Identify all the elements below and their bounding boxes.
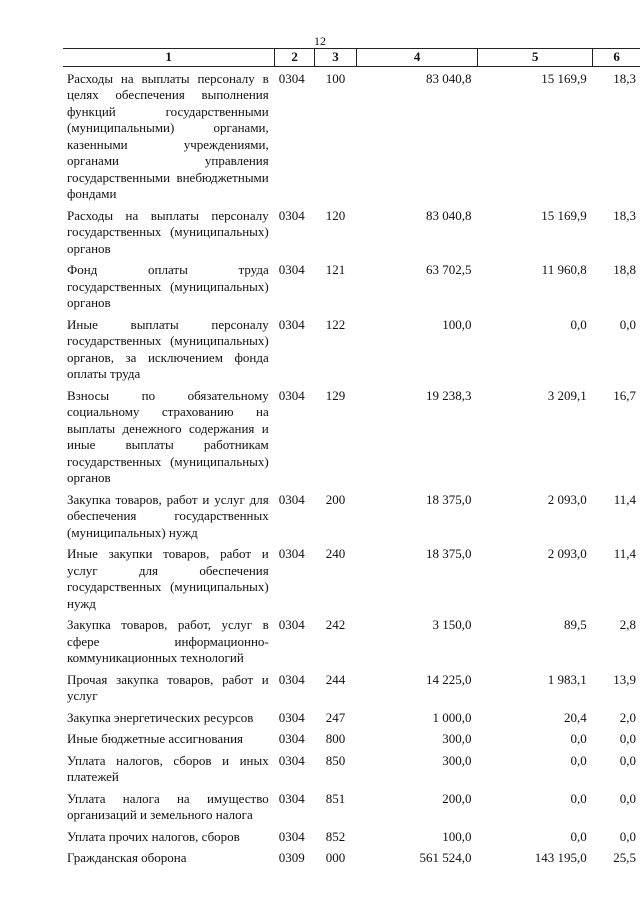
planned-amount-cell: 200,0 bbox=[442, 790, 472, 806]
planned-amount-cell: 14 225,0 bbox=[426, 671, 472, 687]
execution-percent-cell: 0,0 bbox=[619, 731, 636, 746]
planned-amount-cell: 83 040,8 bbox=[426, 207, 472, 223]
actual-amount-cell: 89,5 bbox=[563, 617, 587, 632]
actual-amount-cell: 143 195,0 bbox=[534, 850, 587, 865]
planned-amount-cell: 18 375,0 bbox=[426, 546, 472, 561]
section-code-cell: 0304 bbox=[278, 387, 305, 403]
expense-type-code-cell: 129 bbox=[325, 387, 346, 403]
column-header-1: 1 bbox=[63, 49, 275, 67]
expense-name-cell: Расходы на выплаты персоналу в целях обеспечения выполнения функций государственными (муниципальными) органами, казенными учреждениями, органами управления государственными внебюджетными фондами bbox=[67, 70, 269, 201]
expense-type-code-cell: 242 bbox=[325, 617, 346, 632]
planned-amount-cell: 63 702,5 bbox=[426, 262, 472, 277]
table-row bbox=[63, 208, 640, 263]
column-header-5: 5 bbox=[478, 49, 593, 67]
expense-type-code-cell: 120 bbox=[325, 207, 346, 223]
column-header-3: 3 bbox=[314, 49, 356, 67]
execution-percent-cell: 18,3 bbox=[613, 70, 636, 86]
execution-percent-cell: 18,8 bbox=[613, 262, 636, 277]
page-number: 12 bbox=[314, 34, 326, 48]
planned-amount-cell: 100,0 bbox=[442, 316, 472, 332]
section-code-cell: 0304 bbox=[278, 731, 305, 746]
execution-percent-cell: 11,4 bbox=[613, 546, 636, 561]
section-code-cell: 0304 bbox=[278, 709, 305, 725]
execution-percent-cell: 25,5 bbox=[613, 850, 636, 865]
actual-amount-cell: 0,0 bbox=[570, 752, 587, 768]
expense-name-cell: Закупка товаров, работ и услуг для обеспечения государственных (муниципальных) нужд bbox=[67, 491, 269, 540]
section-code-cell: 0304 bbox=[278, 546, 305, 561]
expense-name-cell: Уплата налогов, сборов и иных платежей bbox=[67, 752, 269, 784]
execution-percent-cell: 2,8 bbox=[619, 617, 636, 632]
column-header-4: 4 bbox=[357, 49, 478, 67]
execution-percent-cell: 0,0 bbox=[619, 790, 636, 806]
table-row bbox=[63, 829, 640, 851]
table-row bbox=[63, 388, 640, 492]
table-row bbox=[63, 850, 640, 872]
actual-amount-cell: 11 960,8 bbox=[541, 262, 587, 277]
table-header-row bbox=[63, 49, 640, 67]
planned-amount-cell: 1 000,0 bbox=[432, 709, 472, 725]
table-row bbox=[63, 731, 640, 753]
budget-table bbox=[63, 48, 640, 872]
actual-amount-cell: 3 209,1 bbox=[547, 387, 587, 403]
execution-percent-cell: 18,3 bbox=[613, 207, 636, 223]
expense-type-code-cell: 000 bbox=[325, 850, 346, 865]
section-code-cell: 0304 bbox=[278, 262, 305, 277]
table-row bbox=[63, 672, 640, 710]
expense-type-code-cell: 247 bbox=[325, 709, 346, 725]
planned-amount-cell: 19 238,3 bbox=[426, 387, 472, 403]
actual-amount-cell: 2 093,0 bbox=[547, 546, 587, 561]
expense-name-cell: Гражданская оборона bbox=[67, 850, 187, 865]
expense-type-code-cell: 851 bbox=[325, 790, 346, 806]
table-row bbox=[63, 753, 640, 791]
section-code-cell: 0304 bbox=[278, 316, 305, 332]
planned-amount-cell: 3 150,0 bbox=[432, 617, 472, 632]
table-row bbox=[63, 546, 640, 617]
execution-percent-cell: 16,7 bbox=[613, 387, 636, 403]
planned-amount-cell: 100,0 bbox=[442, 828, 472, 844]
expense-type-code-cell: 240 bbox=[325, 546, 346, 561]
section-code-cell: 0304 bbox=[278, 671, 305, 687]
expense-name-cell: Прочая закупка товаров, работ и услуг bbox=[67, 671, 269, 703]
section-code-cell: 0309 bbox=[278, 850, 305, 865]
expense-name-cell: Взносы по обязательному социальному страхованию на выплаты денежного содержания и иные выплаты работникам государственных (муниципальных) органов bbox=[67, 387, 269, 485]
expense-type-code-cell: 850 bbox=[325, 752, 346, 768]
table-row bbox=[63, 617, 640, 672]
section-code-cell: 0304 bbox=[278, 207, 305, 223]
expense-name-cell: Фонд оплаты труда государственных (муниципальных) органов bbox=[67, 262, 269, 310]
actual-amount-cell: 15 169,9 bbox=[541, 207, 587, 223]
table-row bbox=[63, 791, 640, 829]
planned-amount-cell: 18 375,0 bbox=[426, 491, 472, 507]
execution-percent-cell: 11,4 bbox=[613, 491, 636, 507]
table-row bbox=[63, 710, 640, 732]
expense-type-code-cell: 244 bbox=[325, 671, 346, 687]
execution-percent-cell: 13,9 bbox=[613, 671, 636, 687]
column-header-2: 2 bbox=[275, 49, 315, 67]
expense-type-code-cell: 122 bbox=[325, 316, 346, 332]
execution-percent-cell: 0,0 bbox=[619, 752, 636, 768]
expense-type-code-cell: 121 bbox=[325, 262, 346, 277]
expense-name-cell: Расходы на выплаты персоналу государственных (муниципальных) органов bbox=[67, 207, 269, 256]
section-code-cell: 0304 bbox=[278, 828, 305, 844]
expense-name-cell: Закупка энергетических ресурсов bbox=[67, 709, 254, 725]
expense-type-code-cell: 800 bbox=[325, 731, 346, 746]
table-row bbox=[63, 262, 640, 317]
table-row bbox=[63, 66, 640, 208]
expense-name-cell: Закупка товаров, работ, услуг в сфере информационно-коммуникационных технологий bbox=[67, 617, 269, 665]
table-row bbox=[63, 492, 640, 547]
actual-amount-cell: 0,0 bbox=[570, 790, 587, 806]
planned-amount-cell: 561 524,0 bbox=[419, 850, 472, 865]
actual-amount-cell: 0,0 bbox=[570, 316, 587, 332]
planned-amount-cell: 83 040,8 bbox=[426, 70, 472, 86]
actual-amount-cell: 15 169,9 bbox=[541, 70, 587, 86]
column-header-6: 6 bbox=[593, 49, 640, 67]
execution-percent-cell: 0,0 bbox=[619, 316, 636, 332]
planned-amount-cell: 300,0 bbox=[442, 731, 472, 746]
section-code-cell: 0304 bbox=[278, 617, 305, 632]
actual-amount-cell: 2 093,0 bbox=[547, 491, 587, 507]
execution-percent-cell: 0,0 bbox=[619, 828, 636, 844]
execution-percent-cell: 2,0 bbox=[619, 709, 636, 725]
expense-type-code-cell: 852 bbox=[325, 828, 346, 844]
section-code-cell: 0304 bbox=[278, 491, 305, 507]
section-code-cell: 0304 bbox=[278, 70, 305, 86]
actual-amount-cell: 1 983,1 bbox=[547, 671, 587, 687]
actual-amount-cell: 20,4 bbox=[563, 709, 587, 725]
table-row bbox=[63, 317, 640, 388]
actual-amount-cell: 0,0 bbox=[570, 828, 587, 844]
actual-amount-cell: 0,0 bbox=[570, 731, 587, 746]
expense-name-cell: Иные бюджетные ассигнования bbox=[67, 731, 244, 746]
expense-name-cell: Уплата налога на имущество организаций и земельного налога bbox=[67, 790, 269, 822]
section-code-cell: 0304 bbox=[278, 752, 305, 768]
section-code-cell: 0304 bbox=[278, 790, 305, 806]
expense-name-cell: Иные закупки товаров, работ и услуг для обеспечения государственных (муниципальных) нужд bbox=[67, 546, 269, 611]
expense-type-code-cell: 100 bbox=[325, 70, 346, 86]
expense-type-code-cell: 200 bbox=[325, 491, 346, 507]
expense-name-cell: Уплата прочих налогов, сборов bbox=[67, 828, 240, 844]
planned-amount-cell: 300,0 bbox=[442, 752, 472, 768]
expense-name-cell: Иные выплаты персоналу государственных (муниципальных) органов, за исключением фонда оплаты труда bbox=[67, 316, 269, 381]
